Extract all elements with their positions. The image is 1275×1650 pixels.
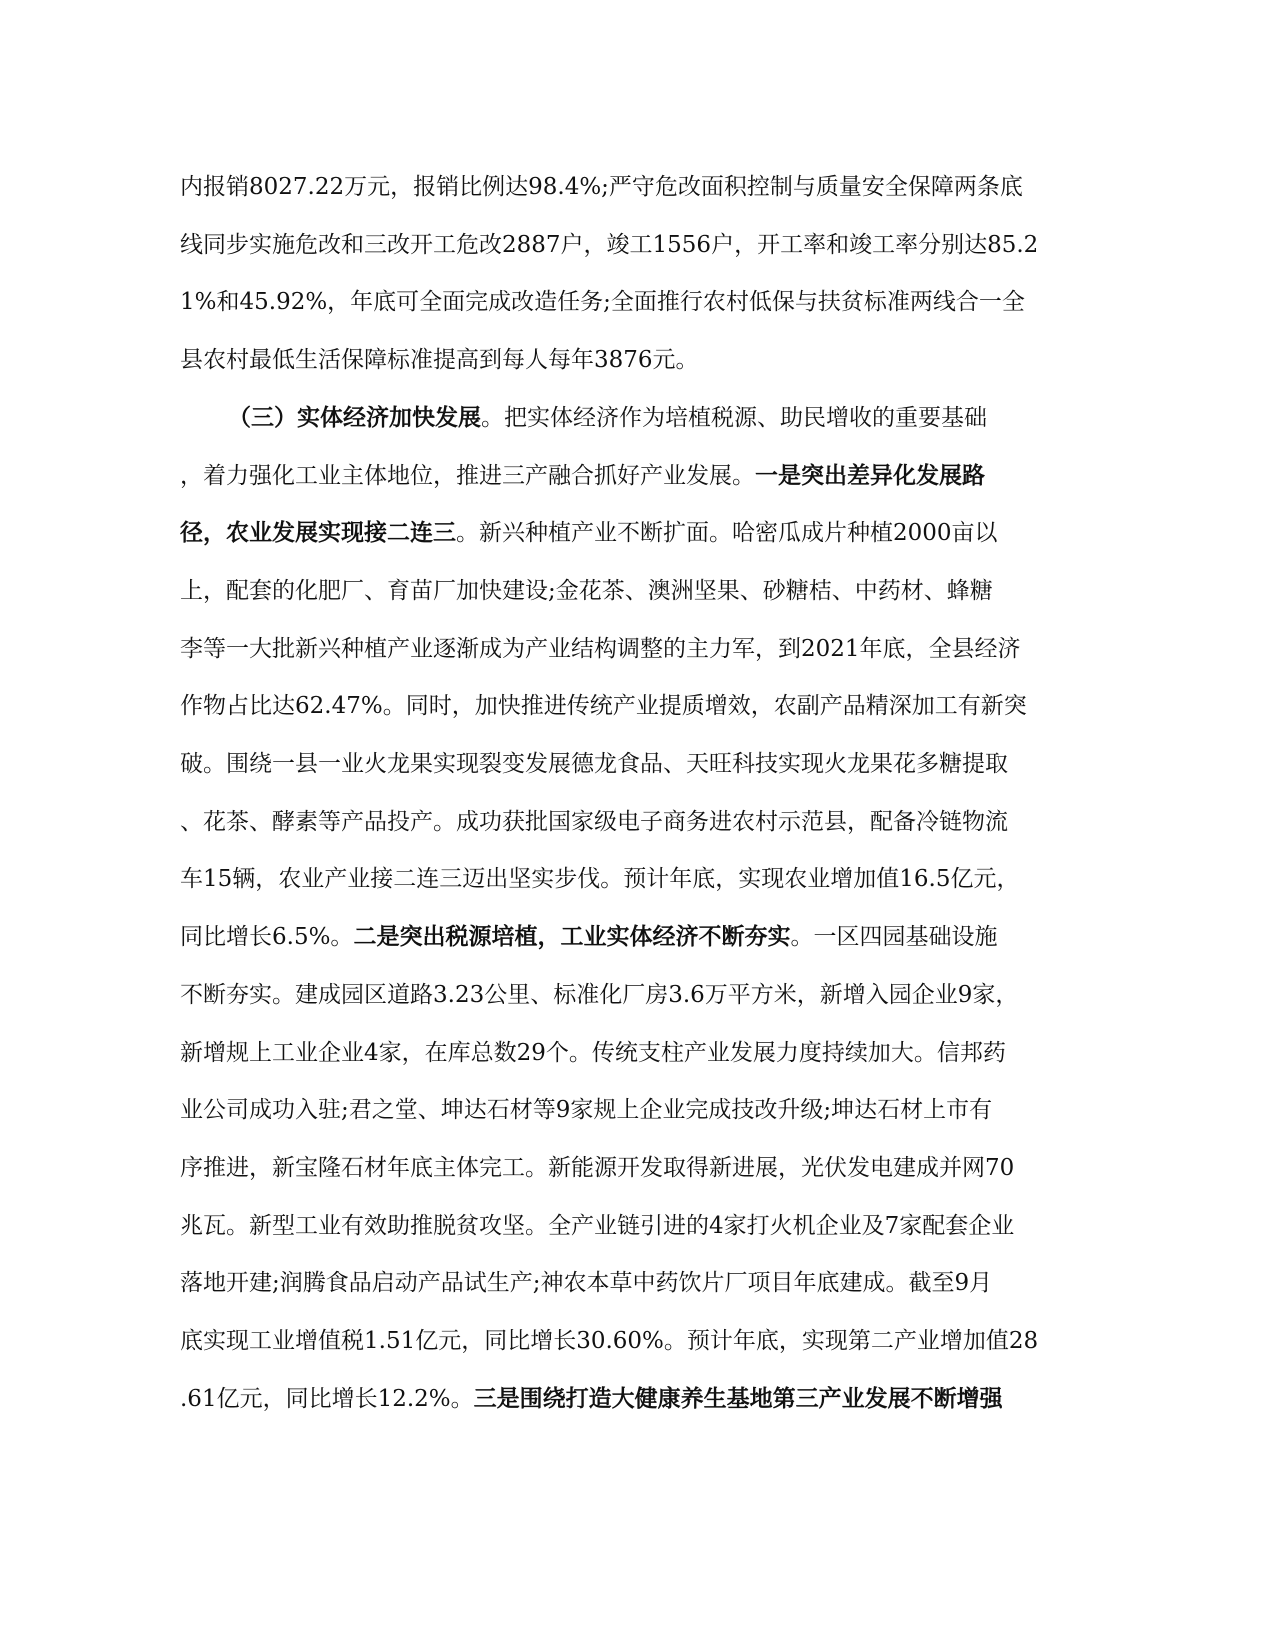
text-line [180, 807, 1040, 837]
text-line [180, 230, 1040, 260]
bold-text-segment: 二是突出税源培植，工业实体经济不断夯实 [353, 923, 791, 950]
text-segment: 县农村最低生活保障标准提高到每人每年3876元。 [180, 347, 699, 373]
text-line [180, 691, 1040, 721]
text-line [180, 518, 1040, 548]
text-segment: 业公司成功入驻;君之堂、坤达石材等9家规上企业完成技改升级;坤达石材上市有 [180, 1097, 993, 1123]
text-segment: 内报销8027.22万元，报销比例达98.4%;严守危改面积控制与质量安全保障两条底 [180, 174, 1023, 200]
text-segment: 底实现工业增值税1.51亿元，同比增长30.60%。预计年底，实现第二产业增加值28 [180, 1328, 1039, 1354]
text-segment: 兆瓦。新型工业有效助推脱贫攻坚。全产业链引进的4家打火机企业及7家配套企业 [180, 1213, 1015, 1239]
text-segment: 新增规上工业企业4家，在库总数29个。传统支柱产业发展力度持续加大。信邦药 [180, 1040, 1006, 1066]
bold-text-segment: 三是围绕打造大健康养生基地第三产业发展不断增强 [473, 1385, 1003, 1412]
text-segment: ，着力强化工业主体地位，推进三产融合抓好产业发展。 [180, 463, 755, 489]
text-segment: 。一区四园基础设施 [790, 924, 998, 950]
text-segment: 。新兴种植产业不断扩面。哈密瓜成片种植2000亩以 [456, 520, 998, 546]
text-line [180, 980, 1040, 1010]
text-segment: 同比增长6.5%。 [180, 924, 354, 950]
text-line [180, 1326, 1040, 1356]
text-line [180, 1211, 1040, 1241]
bold-text-segment: 径，农业发展实现接二连三 [180, 519, 456, 546]
text-segment: 上，配套的化肥厂、育苗厂加快建设;金花茶、澳洲坚果、砂糖桔、中药材、蜂糖 [180, 578, 993, 604]
text-line [180, 345, 1040, 375]
text-line [180, 1384, 1040, 1414]
text-segment: 1%和45.92%，年底可全面完成改造任务;全面推行农村低保与扶贫标准两线合一全 [180, 289, 1025, 315]
text-segment: 破。围绕一县一业火龙果实现裂变发展德龙食品、天旺科技实现火龙果花多糖提取 [180, 751, 1008, 777]
text-segment: 、花茶、酵素等产品投产。成功获批国家级电子商务进农村示范县，配备冷链物流 [180, 809, 1008, 835]
text-line [180, 1038, 1040, 1068]
text-line [180, 864, 1040, 894]
text-segment: 作物占比达62.47%。同时，加快推进传统产业提质增效，农副产品精深加工有新突 [180, 693, 1027, 719]
text-line [180, 287, 1040, 317]
text-line [180, 1268, 1040, 1298]
text-line [180, 922, 1040, 952]
text-segment: 车15辆，农业产业接二连三迈出坚实步伐。预计年底，实现农业增加值16.5亿元， [180, 866, 1020, 892]
text-segment: 李等一大批新兴种植产业逐渐成为产业结构调整的主力军，到2021年底，全县经济 [180, 636, 1021, 662]
text-segment: 。把实体经济作为培植税源、助民增收的重要基础 [481, 405, 987, 431]
bold-text-segment: （三）实体经济加快发展 [228, 404, 481, 431]
text-line [180, 749, 1040, 779]
text-segment: 序推进，新宝隆石材年底主体完工。新能源开发取得新进展，光伏发电建成并网70 [180, 1155, 1015, 1181]
text-segment: 线同步实施危改和三改开工危改2887户，竣工1556户，开工率和竣工率分别达85.2 [180, 232, 1039, 258]
text-segment: 不断夯实。建成园区道路3.23公里、标准化厂房3.6万平方米，新增入园企业9家， [180, 982, 1019, 1008]
text-line [180, 576, 1040, 606]
text-segment: 落地开建;润腾食品启动产品试生产;神农本草中药饮片厂项目年底建成。截至9月 [180, 1270, 993, 1296]
text-segment: .61亿元，同比增长12.2%。 [180, 1386, 474, 1412]
text-line [180, 634, 1040, 664]
text-line [180, 461, 1040, 491]
bold-text-segment: 一是突出差异化发展路 [755, 462, 985, 489]
text-line [228, 403, 1088, 433]
text-line [180, 1095, 1040, 1125]
text-line [180, 1153, 1040, 1183]
text-line [180, 172, 1040, 202]
